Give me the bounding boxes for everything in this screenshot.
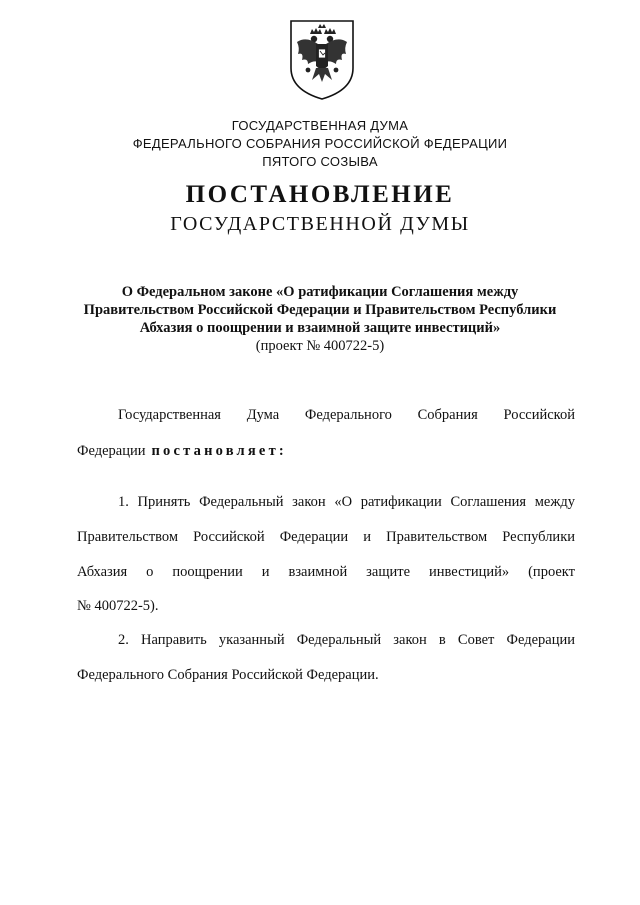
convocation-line: ПЯТОГО СОЗЫВА <box>262 154 378 169</box>
org-name-line-1: ГОСУДАРСТВЕННАЯ ДУМА <box>231 118 409 133</box>
project-number: (проект № 400722-5) <box>255 338 385 354</box>
intro-line-1: Государственная Дума Федерального Собрания Российской <box>118 407 575 423</box>
document-title: ПОСТАНОВЛЕНИЕ <box>185 181 455 208</box>
item1-line-3: Абхазия о поощрении и взаимной защите инвестиций» (проект <box>77 564 575 580</box>
subject-line-2: Правительством Российской Федерации и Правительством Республики <box>83 302 557 318</box>
intro-text: Федерации <box>77 443 146 459</box>
intro-line-2 <box>77 443 575 460</box>
item1-line-1: 1. Принять Федеральный закон «О ратификации Соглашения между <box>118 494 575 510</box>
item1-line-4: № 400722-5). <box>77 598 159 614</box>
item1-line-2: Правительством Российской Федерации и Правительством Республики <box>77 529 575 545</box>
org-name-line-2: ФЕДЕРАЛЬНОГО СОБРАНИЯ РОССИЙСКОЙ ФЕДЕРАЦИИ <box>132 136 508 151</box>
resolves-verb: постановляет: <box>151 443 287 459</box>
item2-line-1: 2. Направить указанный Федеральный закон в Совет Федерации <box>118 632 575 648</box>
item2-line-2: Федерального Собрания Российской Федерации. <box>77 667 379 683</box>
subject-line-3: Абхазия о поощрении и взаимной защите инвестиций» <box>139 320 501 336</box>
coat-of-arms-emblem <box>288 18 356 102</box>
subject-line-1: О Федеральном законе «О ратификации Соглашения между <box>121 284 519 300</box>
document-subtitle: ГОСУДАРСТВЕННОЙ ДУМЫ <box>170 213 470 235</box>
